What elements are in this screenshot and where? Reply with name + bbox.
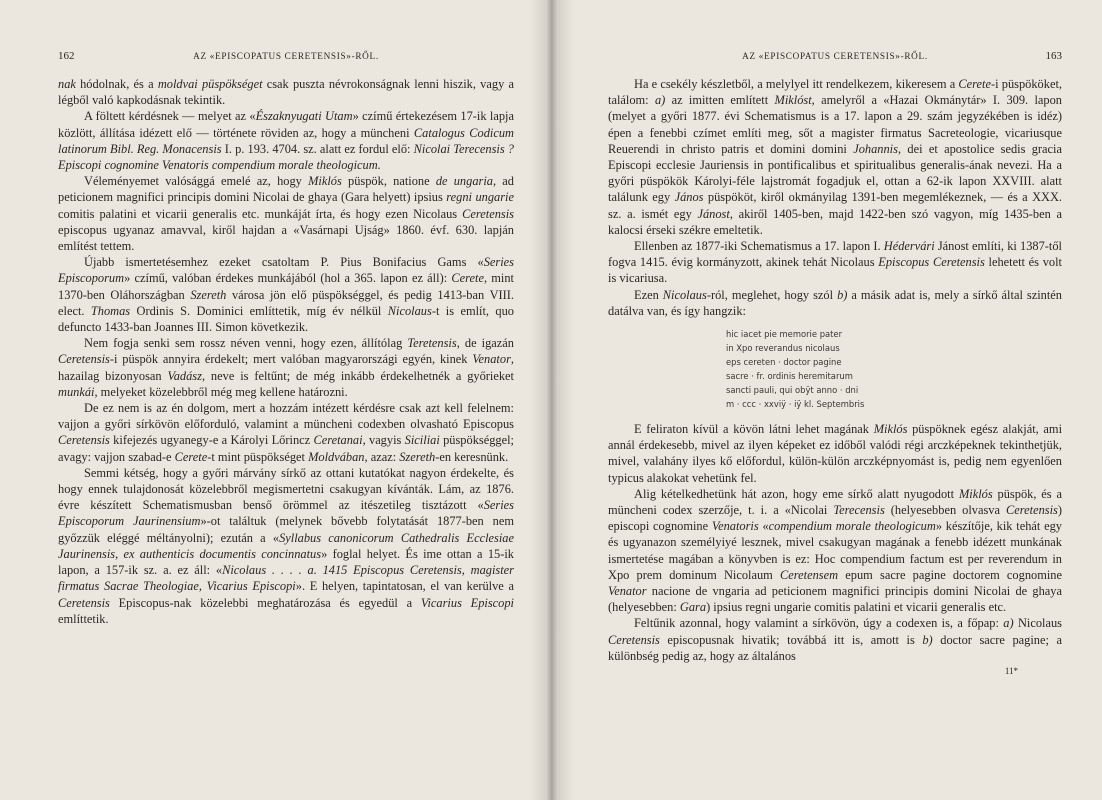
italic-text: b) xyxy=(837,287,848,302)
italic-text: Cerete xyxy=(958,77,991,91)
text-run: Alig kételkedhetünk hát azon, hogy eme sírkő alatt nyugodott xyxy=(634,486,959,501)
italic-text: Venator xyxy=(472,352,511,367)
italic-text: János xyxy=(674,190,704,205)
text-run: Nem fogja senki sem rossz néven venni, hogy ezen, állítólag xyxy=(84,336,408,351)
italic-text: Miklós xyxy=(308,174,342,189)
text-run: püspök, natione xyxy=(341,174,436,189)
tomb-inscription xyxy=(726,327,1062,411)
italic-text: Vicarius Episcopi xyxy=(420,595,514,610)
italic-text: Ceretensis xyxy=(462,206,514,221)
text-run: » czímű, valóban érdekes munkájából (hol a 365. lapon ez áll): xyxy=(124,271,452,286)
text-run: -t mint püspökséget xyxy=(207,449,309,464)
right-page-header xyxy=(608,50,1062,68)
italic-text: Ceretensis xyxy=(58,352,110,367)
text-run: csak puszta névrokonságnak lenni hiszik, vagy a légből való kapkodásnak tekintik. xyxy=(58,77,514,108)
left-page xyxy=(0,0,548,800)
text-run: A föltett kérdésnek — melyet az « xyxy=(84,109,256,124)
text-run: -i püspököket, találom: xyxy=(608,77,1062,108)
text-run: , melyeket közelebbről még meg kellene határozni. xyxy=(94,384,348,399)
italic-text: Ceretensem xyxy=(780,567,839,582)
paragraph xyxy=(58,465,514,627)
inscription-line: sacre · fr. ordinis heremitarum xyxy=(726,371,853,382)
italic-text: Vadász xyxy=(167,368,202,383)
left-running-head: AZ «EPISCOPATUS CERETENSIS»-RŐL. xyxy=(193,51,379,61)
italic-text: moldvai püspökséget xyxy=(157,77,263,91)
text-run: , vagyis xyxy=(362,433,405,448)
text-run: -t is említ, quo defuncto 1433-ban Joannes III. Simon következik. xyxy=(58,303,514,335)
text-run: » czímű értekezésem 17-ik lapja közlött, állítása idézett elő — története röviden az, hogy a müncheni xyxy=(58,109,514,140)
text-run: ) ipsius regni ungarie comitis palatini et vicarii generalis etc. xyxy=(706,600,1007,615)
italic-text: Ceretensis xyxy=(608,632,660,647)
italic-text: munkái xyxy=(58,384,95,399)
text-run: epum sacre pagine doctorem cognomine xyxy=(838,567,1062,582)
italic-text: Miklós xyxy=(873,422,908,437)
text-run: püspökséggel; avagy: vajjon szabad-e xyxy=(58,433,514,464)
italic-text: Johannis xyxy=(853,141,898,156)
text-run: Semmi kétség, hogy a győri márvány sírkő az ottani kutatókat nagyon érdekelte, és hogy ennek tulajdonosát közelebbről megismertetni csakugyan kívánták. Lám, az 1876. évre készített Schematismusban benső örömmel az itészetileg tisztázott « xyxy=(58,465,514,513)
italic-text: Venator xyxy=(608,584,647,599)
text-run: ». E helyen, tapintatosan, el van kerülve a xyxy=(295,579,514,594)
text-run: , azaz: xyxy=(364,449,400,464)
italic-text: Nicolaus . . . . a. 1415 Episcopus Ceretensis, magister firmatus Sacrae Theologiae, Vicarius Episcopi xyxy=(58,563,514,594)
text-run: Jánost említi, ki 1387-től fogva 1415. évig kormányzott, akinek tehát Nicolaus xyxy=(608,239,1062,270)
italic-text: a) xyxy=(654,93,666,108)
italic-text: Hédervári xyxy=(883,239,935,254)
italic-text: Teretensis xyxy=(407,336,457,351)
paragraph xyxy=(608,421,1062,486)
inscription-line: m · ccc · xxviÿ · iÿ kl. Septembris xyxy=(726,399,865,410)
italic-text: de ungaria xyxy=(435,174,493,189)
italic-text: Siciliai xyxy=(404,433,440,448)
inscription-line: in Xpo reverandus nicolaus xyxy=(726,343,840,354)
left-page-number: 162 xyxy=(58,50,75,62)
left-page-header xyxy=(58,50,514,68)
italic-text: Thomas xyxy=(90,303,131,318)
text-run: »-ot találtuk (melynek bővebb folytatását 1877-ben nem győzzük eléggé méltányolni); ezután a « xyxy=(58,514,514,545)
text-run: , de igazán xyxy=(456,336,514,351)
italic-text: Ceretensis xyxy=(58,433,110,448)
paragraph xyxy=(608,287,1062,319)
text-run: Véleményemet valósággá emelé az, hogy xyxy=(84,174,309,189)
italic-text: Nicolaus xyxy=(387,303,432,318)
paragraph xyxy=(58,254,514,335)
text-run: kifejezés ugyanegy-e a Károlyi Lőrincz xyxy=(109,433,314,448)
paragraph xyxy=(58,400,514,465)
text-run: (helyesebben olvasva xyxy=(884,503,1006,518)
text-run: E feliraton kívül a kövön látni lehet magának xyxy=(634,422,874,437)
text-run: -en keresnünk. xyxy=(435,449,509,464)
text-run: , akiről 1405-ben, majd 1422-ben szó vagyon, míg 1435-ben a kalocsi érseki székre emeltetik. xyxy=(608,206,1062,237)
text-run: , ad peticionem magnifici principis domini Nicolai de ghaya (Gara helyett) ipsius xyxy=(58,174,514,205)
text-run: « xyxy=(758,519,769,534)
italic-text: Nicolai Terecensis ? Episcopi cognomine Venatoris compendium morale theologicum. xyxy=(58,141,514,173)
italic-text: Ceretensis xyxy=(58,595,110,610)
right-running-head: AZ «EPISCOPATUS CERETENSIS»-RŐL. xyxy=(742,51,928,61)
italic-text: Venatoris xyxy=(711,519,759,534)
text-run: De ez nem is az én dolgom, mert a hozzám intézett kérdésre csak azt kell felelnem: vajjon a győri sírkövön előforduló, valamint a müncheni codexben olvasható Episcopus xyxy=(58,401,514,432)
text-run: ) episcopi cognomine xyxy=(608,503,1062,534)
text-run: Ezen xyxy=(634,287,663,302)
inscription-line: sancti pauli, qui obÿt anno · dni xyxy=(726,385,859,396)
text-run: Ellenben az 1877-iki Schematismus a 17. lapon I. xyxy=(634,239,884,254)
text-run: -ról, meglehet, hogy szól xyxy=(706,287,838,302)
italic-text: Catalogus Codicum latinorum Bibl. Reg. Monacensis xyxy=(58,125,515,156)
italic-text: Szereth xyxy=(399,449,436,464)
paragraph xyxy=(58,335,514,400)
right-page-body-before xyxy=(608,76,1062,319)
text-run: episcopusnak hivatik; továbbá itt is, amott is xyxy=(659,632,923,647)
text-run: » készítője, kik tehát egy és ugyanazon személyiyé lesznek, mivel csakugyan magának a fenebb idézett munkának ismertetése magában a könyvben is ez: Hoc compendium factum est per reverendum in Xpo prem dominum Nicolaum xyxy=(608,519,1062,582)
italic-text: Series Episcoporum Jaurinensium xyxy=(58,498,514,529)
inscription-line: eps cereten · doctor pagine xyxy=(726,357,842,368)
text-run: Feltűnik azonnal, hogy valamint a sírkövön, úgy a codexen is, a főpap: xyxy=(634,616,1004,631)
paragraph xyxy=(58,173,514,254)
text-run: , amelyről a «Hazai Okmánytár» I. 309. lapon (melyet a győri 1877. évi Schematismus is a 17. lapon a 29. szám jegyzékében is idéz) épen a fenebbi czímet említi meg, sőt a magister firmatus Sacreteologie, vicariusque Reuerendi in christo patris et domini domini xyxy=(608,93,1063,156)
text-run: , hazailag bizonyosan xyxy=(58,352,514,383)
italic-text: nak xyxy=(58,77,76,91)
text-run: hódolnak, és a xyxy=(75,77,158,91)
text-run: a másik adat is, mely a sírkő által szintén datálva van, és így hangzik: xyxy=(608,287,1062,318)
text-run: I. p. 193. 4704. sz. alatt ez fordul elő: xyxy=(221,141,414,156)
text-run: Nicolaus xyxy=(1013,616,1062,631)
italic-text: Syllabus canonicorum Cathedralis Ecclesiae Jaurinensis, ex authenticis documentis concinnatus xyxy=(58,530,514,561)
text-run: püspöknek egész alakját, ami annál érdekesebb, mivel az ilyen képeket ez időből valódi régi arczképeknek tekinthetjük, mivel, valahány ilyes kő előfordul, külön-külön arczképnyomást is, pedig nem egyenlően typicus alakokat vehetünk fel. xyxy=(608,422,1063,485)
italic-text: Jánost xyxy=(697,206,730,221)
text-run: » foglal helyet. És ime ottan a 15-ik lapon, a 157-ik sz. a. ez áll: « xyxy=(58,546,514,578)
book-gutter xyxy=(530,0,574,800)
text-run: , mint 1370-ben Oláhországban xyxy=(58,271,514,302)
paragraph xyxy=(58,108,514,173)
text-run: lehetett és volt is vicariusa. xyxy=(608,255,1062,286)
right-page-body-after xyxy=(608,421,1062,664)
text-run: Újabb ismertetésemhez ezeket csatoltam P. Pius Bonifacius Gams « xyxy=(84,255,484,270)
text-run: püspök, és a müncheni codex szerzője, t. i. a «Nicolai xyxy=(608,486,1062,518)
italic-text: Terecensis xyxy=(833,503,885,518)
text-run: comitis palatini et vicarii generalis etc. munkáját írta, és hogy ezen Nicolaus xyxy=(58,206,463,221)
italic-text: Miklóst xyxy=(774,93,812,108)
italic-text: Gara xyxy=(679,600,707,615)
paragraph xyxy=(608,238,1062,287)
italic-text: Cerete xyxy=(174,449,208,464)
right-page-number: 163 xyxy=(1045,50,1062,62)
italic-text: Ceretanai xyxy=(313,433,363,448)
italic-text: Nicolaus xyxy=(662,287,707,302)
italic-text: Ceretensis xyxy=(1006,503,1058,518)
paragraph xyxy=(608,486,1062,616)
italic-text: Moldvában xyxy=(308,449,365,464)
text-run: episcopus ugyanaz amavval, kiről hajdan a «Vasárnapi Ujság» 1860. évf. 630. lapján említést tettem. xyxy=(58,222,514,254)
italic-text: Szereth xyxy=(190,287,227,302)
text-run: említtetik. xyxy=(58,611,109,626)
italic-text: Cerete xyxy=(451,271,484,286)
text-run: nacione de vngaria ad peticionem magnifici principis domini Nicolai de ghaya (helyesebben: xyxy=(608,584,1062,615)
italic-text: Series Episcoporum xyxy=(58,255,514,286)
paragraph xyxy=(58,76,514,108)
right-page xyxy=(552,0,1102,800)
signature-mark: 11* xyxy=(1004,666,1018,677)
text-run: doctor sacre pagine; a különbség pedig az, hogy az általános xyxy=(608,632,1062,663)
italic-text: Miklós xyxy=(958,486,993,501)
inscription-line: hic iacet pie memorie pater xyxy=(726,329,843,340)
text-run: az imitten említett xyxy=(665,93,775,108)
text-run: Episcopus-nak közelebbi meghatározása és egyedül a xyxy=(109,595,421,610)
italic-text: compendium morale theologicum xyxy=(768,519,936,534)
italic-text: Északnyugati Utam xyxy=(255,109,353,124)
italic-text: Episcopus Ceretensis xyxy=(878,255,985,270)
text-run: püspököt, kiről okmányilag 1391-ben megemlékeznek, — és a XXX. sz. a. ismét egy xyxy=(608,190,1063,221)
paragraph xyxy=(608,615,1062,664)
left-page-body xyxy=(58,76,514,627)
text-run: -i püspök annyira érdekelt; mert valóban magyarországi egyén, kinek xyxy=(109,352,473,367)
text-run: , dei et apostolice sedis gracia Episcopi ecclesie Jauriensis in pontificalibus et spiritualibus generalis-ának nevezi. Ha a győri püspökök Károlyi-féle lajstromát fogadjuk el, ottan a 62-ik lapon XXVIII. alatt találunk egy xyxy=(608,141,1062,205)
text-run: Ordinis S. Dominici említtetik, míg év nélkül xyxy=(130,303,388,318)
italic-text: regni ungarie xyxy=(446,190,514,205)
text-run: , neve is feltűnt; de még inkább érdekelhetnék a győrieket xyxy=(201,368,515,383)
italic-text: a) xyxy=(1003,616,1014,631)
italic-text: b) xyxy=(922,632,933,647)
text-run: Ha e csekély készletből, a melylyel itt rendelkezem, kikeresem a xyxy=(634,77,959,91)
text-run: városa jön elő püspökséggel, és pedig 1413-ban VIII. elect. xyxy=(58,287,514,318)
paragraph xyxy=(608,76,1062,238)
